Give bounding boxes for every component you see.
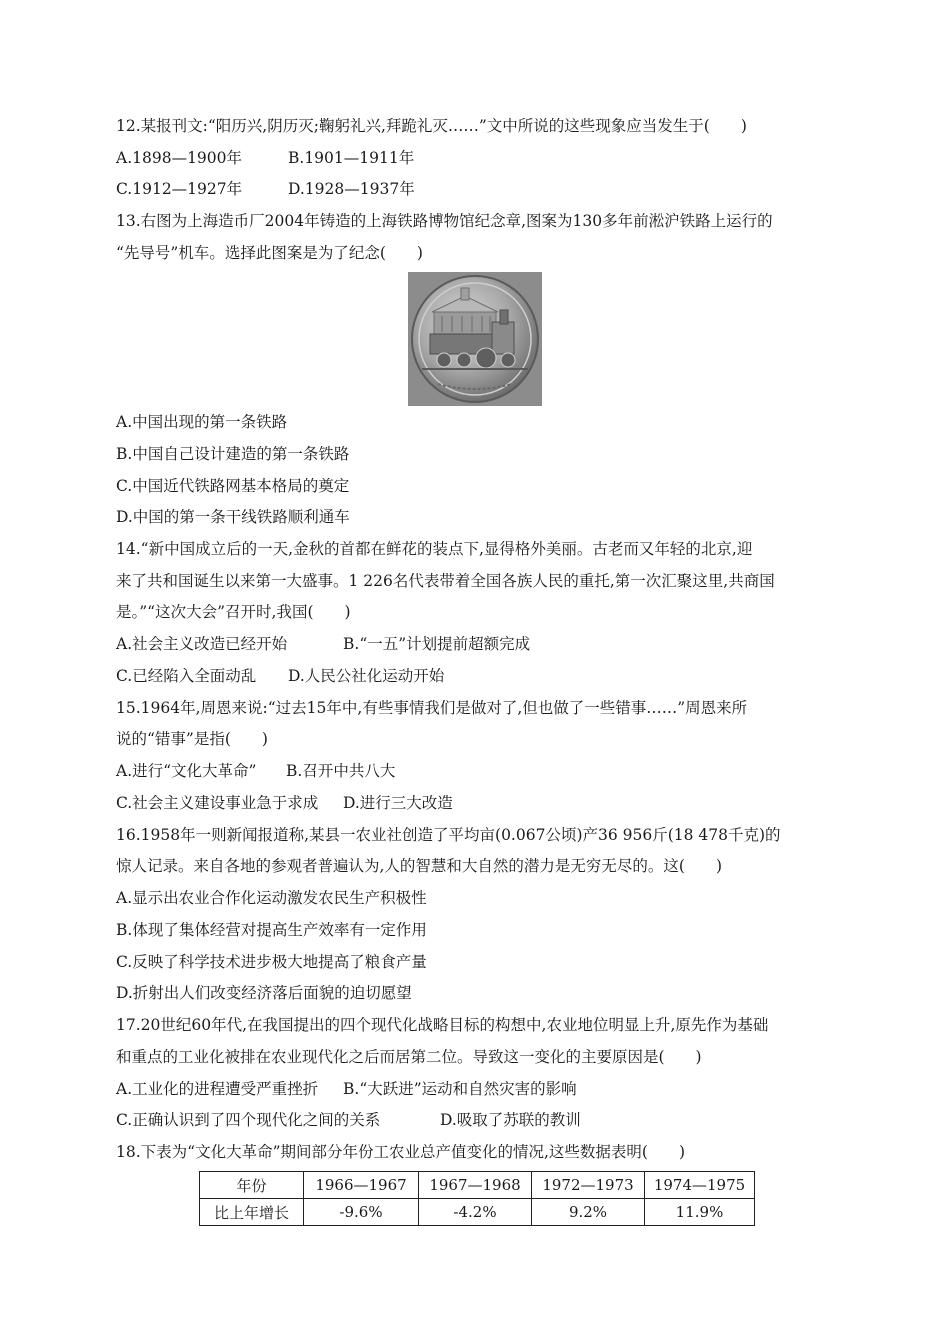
q12-stem: 12.某报刊文:“阳历兴,阴历灭;鞠躬礼兴,拜跪礼灭……”文中所说的这些现象应当发生于( ) xyxy=(116,117,747,135)
table-year-cell: 1972—1973 xyxy=(532,1172,645,1199)
q15-option-c: C.社会主义建设事业急于求成 xyxy=(116,794,319,812)
q16-option-d: D.折射出人们改变经济落后面貌的迫切愿望 xyxy=(116,984,412,1002)
table-growth-cell: -4.2% xyxy=(419,1199,532,1226)
q14-option-c: C.已经陷入全面动乱 xyxy=(116,667,257,685)
q15-stem-line1: 15.1964年,周恩来说:“过去15年中,有些事情我们是做对了,但也做了一些错事……”周恩来所 xyxy=(116,699,748,717)
q12-option-d: D.1928—1937年 xyxy=(288,180,415,198)
q14-stem-line1: 14.“新中国成立后的一天,金秋的首都在鲜花的装点下,显得格外美丽。古老而又年轻的北京,迎 xyxy=(116,540,753,558)
table-header-row xyxy=(200,1172,755,1199)
q18-data-table xyxy=(199,1171,755,1226)
table-growth-cell: -9.6% xyxy=(304,1199,419,1226)
table-growth-cell: 9.2% xyxy=(532,1199,645,1226)
table-growth-cell: 11.9% xyxy=(645,1199,755,1226)
table-row-label: 比上年增长 xyxy=(200,1199,304,1226)
q13-option-d: D.中国的第一条干线铁路顺利通车 xyxy=(116,508,350,526)
q18-stem: 18.下表为“文化大革命”期间部分年份工农业总产值变化的情况,这些数据表明( ) xyxy=(116,1143,686,1161)
q16-option-c: C.反映了科学技术进步极大地提高了粮食产量 xyxy=(116,953,427,971)
table-header-label: 年份 xyxy=(200,1172,304,1199)
q15-option-b: B.召开中共八大 xyxy=(286,762,396,780)
q12-option-c: C.1912—1927年 xyxy=(116,180,243,198)
q17-option-b: B.“大跃进”运动和自然灾害的影响 xyxy=(343,1080,577,1098)
q14-option-b: B.“一五”计划提前超额完成 xyxy=(343,635,531,653)
medal-locomotive-icon xyxy=(408,272,542,406)
q13-option-c: C.中国近代铁路网基本格局的奠定 xyxy=(116,477,350,495)
q16-option-b: B.体现了集体经营对提高生产效率有一定作用 xyxy=(116,921,427,939)
table-row xyxy=(200,1199,755,1226)
q17-option-d: D.吸取了苏联的教训 xyxy=(440,1111,581,1129)
q17-stem-line1: 17.20世纪60年代,在我国提出的四个现代化战略目标的构想中,农业地位明显上升,原先作为基础 xyxy=(116,1016,769,1034)
q16-stem-line2: 惊人记录。来自各地的参观者普遍认为,人的智慧和大自然的潜力是无穷无尽的。这( ) xyxy=(116,857,723,875)
q17-option-a: A.工业化的进程遭受严重挫折 xyxy=(116,1080,319,1098)
commemorative-medal-image xyxy=(408,272,542,406)
q13-stem-line2: “先导号”机车。选择此图案是为了纪念( ) xyxy=(116,244,423,262)
table-year-cell: 1974—1975 xyxy=(645,1172,755,1199)
q13-option-a: A.中国出现的第一条铁路 xyxy=(116,413,288,431)
q17-stem-line2: 和重点的工业化被排在农业现代化之后而居第二位。导致这一变化的主要原因是( ) xyxy=(116,1048,702,1066)
table-year-cell: 1966—1967 xyxy=(304,1172,419,1199)
q12-option-b: B.1901—1911年 xyxy=(288,149,415,167)
q14-option-a: A.社会主义改造已经开始 xyxy=(116,635,288,653)
q13-stem-line1: 13.右图为上海造币厂2004年铸造的上海铁路博物馆纪念章,图案为130多年前淞沪铁路上运行的 xyxy=(116,212,773,230)
q14-stem-line3: 是。”“这次大会”召开时,我国( ) xyxy=(116,603,351,621)
q15-stem-line2: 说的“错事”是指( ) xyxy=(116,730,268,748)
q12-option-a: A.1898—1900年 xyxy=(116,149,243,167)
q14-stem-line2: 来了共和国诞生以来第一大盛事。1 226名代表带着全国各族人民的重托,第一次汇聚这里,共商国 xyxy=(116,572,775,590)
q14-option-d: D.人民公社化运动开始 xyxy=(288,667,445,685)
q16-stem-line1: 16.1958年一则新闻报道称,某县一农业社创造了平均亩(0.067公顷)产36 956斤(18 478千克)的 xyxy=(116,826,781,844)
q17-option-c: C.正确认识到了四个现代化之间的关系 xyxy=(116,1111,381,1129)
q15-option-a: A.进行“文化大革命” xyxy=(116,762,257,780)
q16-option-a: A.显示出农业合作化运动激发农民生产积极性 xyxy=(116,889,427,907)
table-year-cell: 1967—1968 xyxy=(419,1172,532,1199)
q15-option-d: D.进行三大改造 xyxy=(343,794,453,812)
q13-option-b: B.中国自己设计建造的第一条铁路 xyxy=(116,445,350,463)
